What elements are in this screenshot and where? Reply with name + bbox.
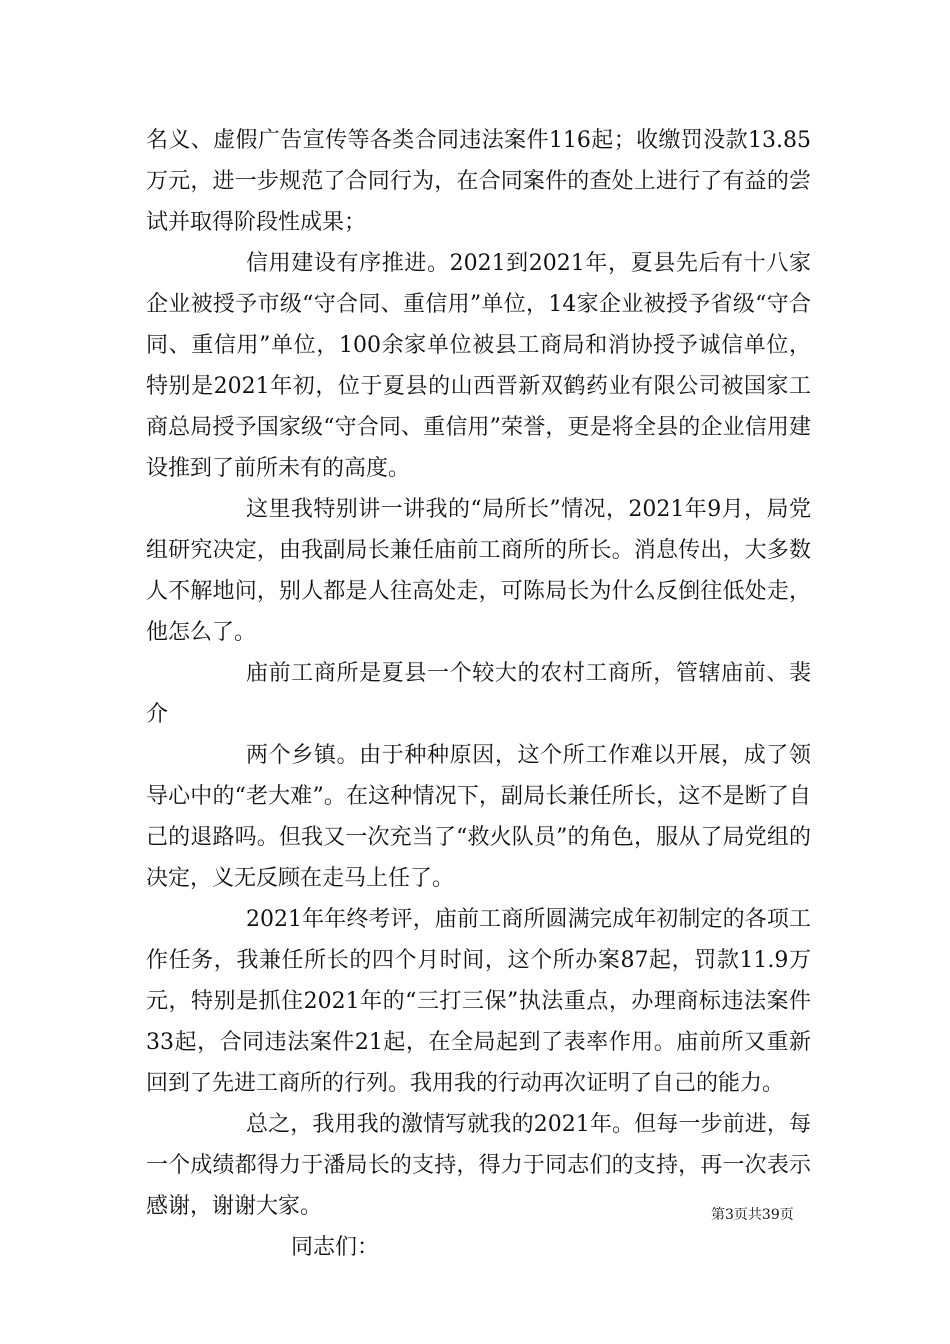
paragraph-conclusion: 总之，我用我的激情写就我的2021年。但每一步前进，每一个成绩都得力于潘局长的支持，得力于同志们的支持，再一次表示感谢，谢谢大家。 [146,1112,811,1219]
paragraph-continuation: 名义、虚假广告宣传等各类合同违法案件116起；收缴罚没款13.85万元，进一步规范了合同行为，在合同案件的查处上进行了有益的尝试并取得阶段性成果； [146,128,811,235]
paragraph-two-townships: 两个乡镇。由于种种原因，这个所工作难以开展，成了领导心中的“老大难”。在这种情况下，副局长兼任所长，这不是断了自己的退路吗。但我又一次充当了“救火队员”的角色，服从了局党组的决定，义无反顾在走马上任了。 [146,743,811,891]
paragraph-miaoqian-office: 庙前工商所是夏县一个较大的农村工商所，管辖庙前、裴介 [146,661,811,727]
page-number-footer: 第3页共39页 [711,1207,794,1223]
salutation: 同志们： [291,1235,380,1260]
paragraph-credit-building: 信用建设有序推进。2021到2021年，夏县先后有十八家企业被授予市级“守合同、重信用”单位，14家企业被授予省级“守合同、重信用”单位，100余家单位被县工商局和消协授予诚信单位，特别是2021年初，位于夏县的山西晋新双鹤药业有限公司被国家工商总局授予国家级“守合同、重信用”荣誉，更是将全县的企业信用建设推到了前所未有的高度。 [146,251,811,481]
document-body [146,120,811,1268]
paragraph-bureau-director: 这里我特别讲一讲我的“局所长”情况，2021年9月，局党组研究决定，由我副局长兼任庙前工商所的所长。消息传出，大多数人不解地问，别人都是人往高处走，可陈局长为什么反倒往低处走，他怎么了。 [146,497,811,645]
paragraph-annual-review: 2021年年终考评，庙前工商所圆满完成年初制定的各项工作任务，我兼任所长的四个月时间，这个所办案87起，罚款11.9万元，特别是抓住2021年的“三打三保”执法重点，办理商标违法案件33起，合同违法案件21起，在全局起到了表率作用。庙前所又重新回到了先进工商所的行列。我用我的行动再次证明了自己的能力。 [146,907,811,1096]
